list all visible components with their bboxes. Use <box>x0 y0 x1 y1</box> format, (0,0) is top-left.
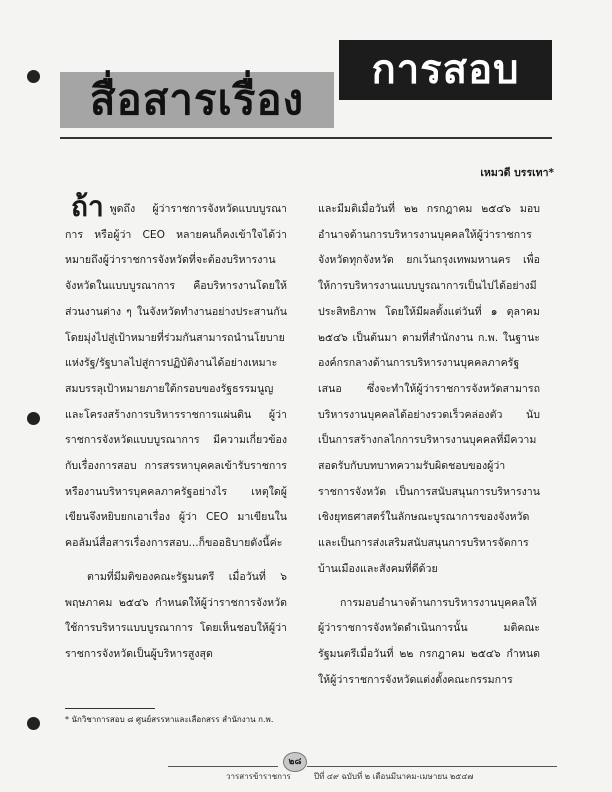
binder-hole <box>27 717 40 730</box>
article-column-right <box>318 197 540 693</box>
binder-hole <box>27 70 40 83</box>
paragraph: และมีมติเมื่อวันที่ ๒๒ กรกฎาคม ๒๕๔๖ มอบอำนาจด้านการบริหารงานบุคคลให้ผู้ว่าราชการจังหวัดทุกจังหวัด ยกเว้นกรุงเทพมหานคร เพื่อให้การบริหารงานแบบบูรณาการเป็นไปได้อย่างมีประสิทธิภาพ โดยให้มีผลตั้งแต่วันที่ ๑ ตุลาคม ๒๕๔๖ เป็นต้นมา ตามที่สำนักงาน ก.พ. ในฐานะองค์กรกลางด้านการบริหารงานบุคคลภาครัฐเสนอ ซึ่งจะทำให้ผู้ว่าราชการจังหวัดสามารถบริหารงานบุคคลได้อย่างรวดเร็วคล่องตัว นับเป็นการสร้างกลไกการบริหารงานบุคคลที่มีความสอดรับกับบทบาทความรับผิดชอบของผู้ว่าราชการจังหวัด เป็นการสนับสนุนการบริหารงานเชิงยุทธศาสตร์ในลักษณะบูรณาการของจังหวัด และเป็นการส่งเสริมสนับสนุนการบริหารจัดการบ้านเมืองและสังคมที่ดีด้วย <box>318 203 540 575</box>
binder-hole <box>27 412 40 425</box>
footer-divider <box>307 766 557 767</box>
article-column-left <box>65 190 287 668</box>
paragraph: การมอบอำนาจด้านการบริหารงานบุคคลให้ผู้ว่าราชการจังหวัดดำเนินการนั้น มติคณะรัฐมนตรีเมื่อวันที่ ๒๒ กรกฎาคม ๒๕๔๖ กำหนดให้ผู้ว่าราชการจังหวัดแต่งตั้งคณะกรรมการ <box>318 596 540 686</box>
title-top: การสอบ <box>371 47 520 93</box>
page-number: ๒๘ <box>283 752 307 772</box>
paragraph <box>65 190 287 557</box>
page-title: สื่อสารเรื่อง <box>89 75 305 124</box>
footer-divider <box>168 766 278 767</box>
drop-cap: ถ้า <box>71 190 104 223</box>
paragraph-text: พูดถึง ผู้ว่าราชการจังหวัดแบบบูรณาการ หรือผู้ว่า CEO หลายคนก็คงเข้าใจได้ว่า หมายถึงผู้ว่าราชการจังหวัดที่จะต้องบริหารงานจังหวัดในแบบบูรณาการ คือบริหารงานโดยให้ส่วนงานต่าง ๆ ในจังหวัดทำงานอย่างประสานกัน โดยมุ่งไปสู่เป้าหมายที่ร่วมกันสามารถนำนโยบายแห่งรัฐ/รัฐบาลไปสู่การปฏิบัติงานได้อย่างเหมาะสมบรรลุเป้าหมายภายใต้กรอบของรัฐธรรมนูญและโครงสร้างการบริหารราชการแผ่นดิน ผู้ว่าราชการจังหวัดแบบบูรณาการ มีความเกี่ยวข้องกับเรื่องการสอบ การสรรหาบุคคลเข้ารับราชการ หรืองานบริหารบุคคลภาครัฐอย่างไร เหตุใดผู้เขียนจึงหยิบยกเอาเรื่อง ผู้ว่า CEO มาเขียนในคอลัมน์สื่อสารเรื่องการสอบ...ก็ขออธิบายดังนี้ค่ะ <box>65 203 287 550</box>
title-divider <box>60 137 552 139</box>
journal-name: วารสารข้าราชการ <box>226 772 291 781</box>
author-name: เหมวดี บรรเทา* <box>480 167 554 179</box>
footnote-divider <box>65 708 155 709</box>
issue-info: ปีที่ ๔๙ ฉบับที่ ๒ เดือนมีนาคม-เมษายน ๒๕๔๗ <box>314 772 474 781</box>
paragraph: ตามที่มีมติของคณะรัฐมนตรี เมื่อวันที่ ๖ พฤษภาคม ๒๕๔๖ กำหนดให้ผู้ว่าราชการจังหวัดใช้การบริหารแบบบูรณาการ โดยเห็นชอบให้ผู้ว่าราชการจังหวัดเป็นผู้บริหารสูงสุด <box>65 570 287 660</box>
footnote: * นักวิชาการสอบ ๘ ศูนย์สรรหาและเลือกสรร สำนักงาน ก.พ. <box>65 715 274 724</box>
